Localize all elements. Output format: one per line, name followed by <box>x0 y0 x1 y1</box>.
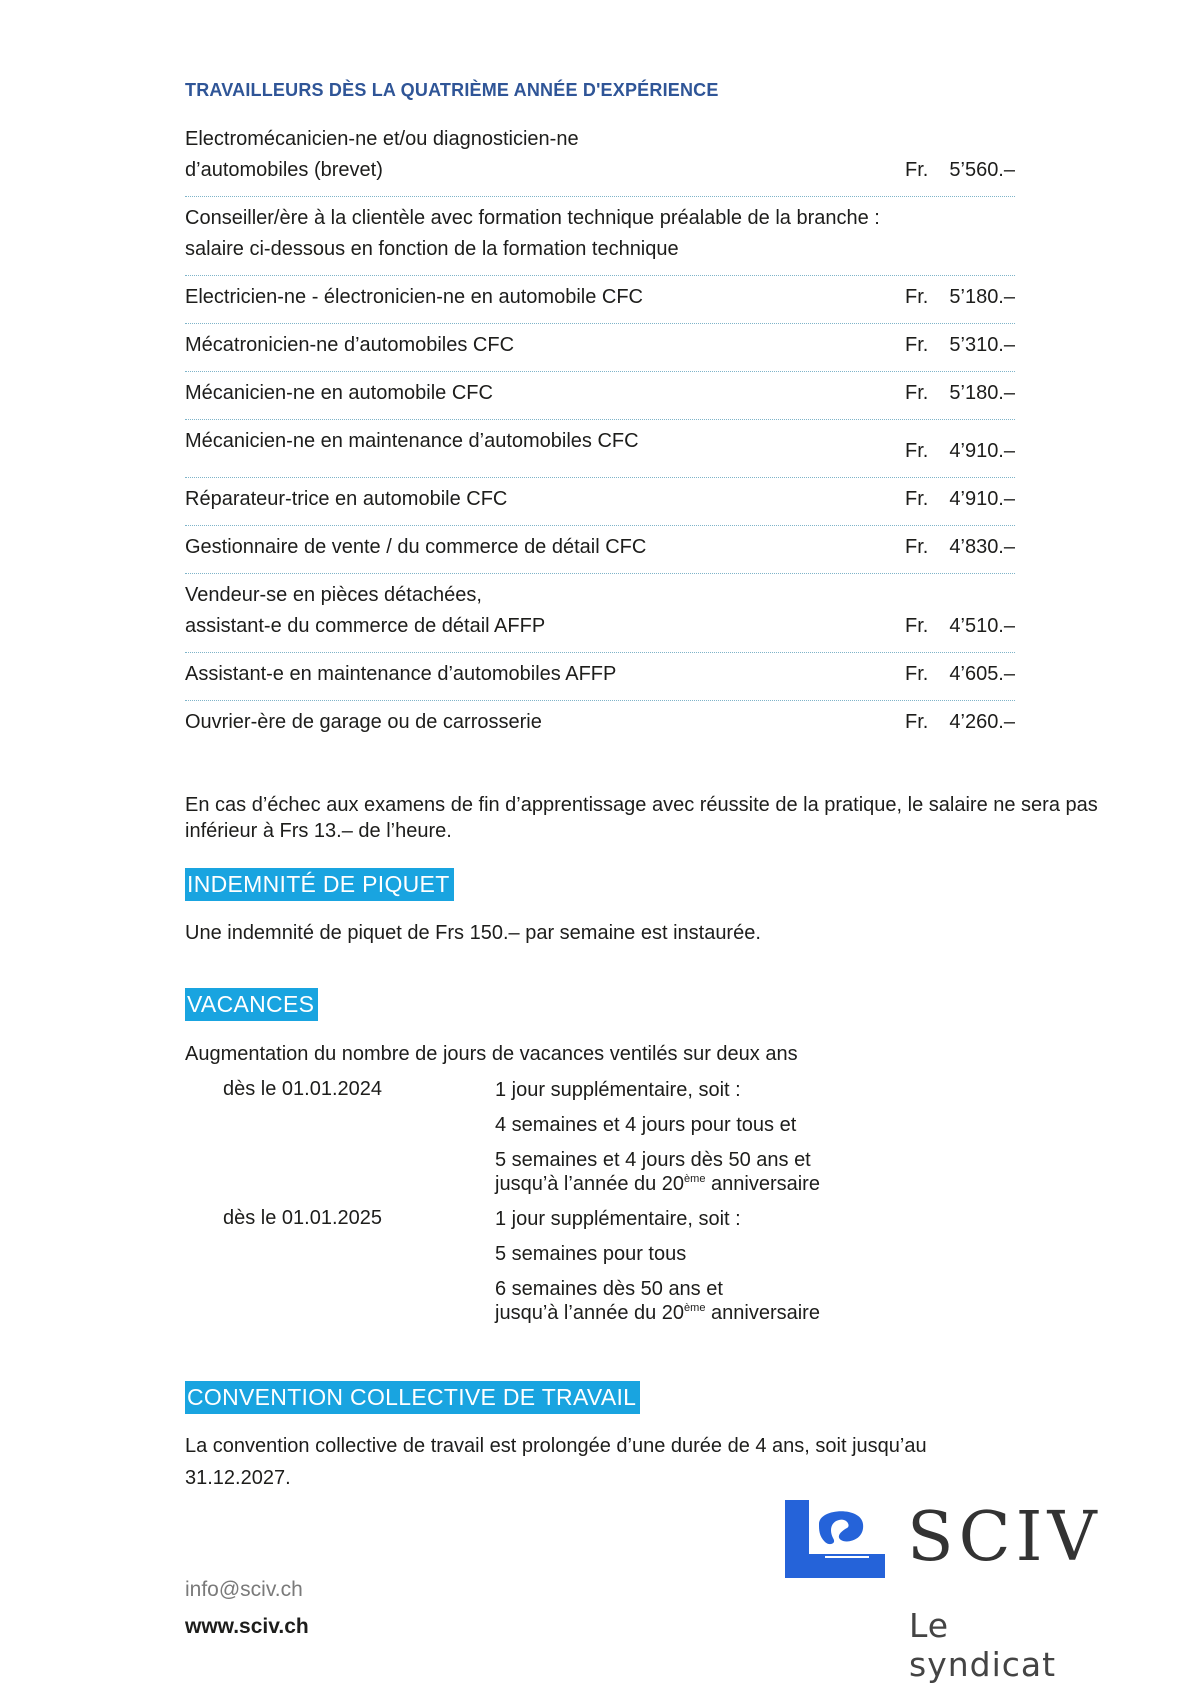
salary-label: Vendeur-se en pièces détachées, assistant-e du commerce de détail AFFP <box>185 584 546 637</box>
piquet-text: Une indemnité de piquet de Frs 150.– par semaine est instaurée. <box>185 922 761 944</box>
piquet-section-title: INDEMNITÉ DE PIQUET <box>185 868 454 901</box>
salary-label: Gestionnaire de vente / du commerce de détail CFC <box>185 536 647 558</box>
salary-table <box>185 118 1015 748</box>
salary-amount: Fr. 4’260.– <box>905 711 1015 733</box>
salary-label: Réparateur-trice en automobile CFC <box>185 488 508 510</box>
cct-text: La convention collective de travail est prolongée d’une durée de 4 ans, soit jusqu’au 31.12.2027. <box>185 1435 927 1489</box>
failure-note: En cas d’échec aux examens de fin d’apprentissage avec réussite de la pratique, le salaire ne sera pas inférieur à Frs 13.– de l’heure. <box>185 794 1098 842</box>
salary-amount: Fr. 4’605.– <box>905 663 1015 685</box>
vacances-line: 4 semaines et 4 jours pour tous et <box>495 1114 797 1136</box>
vacances-section-title: VACANCES <box>185 988 318 1021</box>
cct-section-title: CONVENTION COLLECTIVE DE TRAVAIL <box>185 1381 640 1414</box>
salary-amount: Fr. 5’310.– <box>905 334 1015 356</box>
salary-label: Conseiller/ère à la clientèle avec formation technique préalable de la branche : salaire ci-dessous en fonction de la formation technique <box>185 207 880 260</box>
salary-label: Electricien-ne - électronicien-ne en automobile CFC <box>185 286 643 308</box>
logo-tagline: Le syndicat <box>909 1606 1057 1684</box>
salary-label: Electromécanicien-ne et/ou diagnosticien-ne d’automobiles (brevet) <box>185 128 579 181</box>
salary-label: Assistant-e en maintenance d’automobiles AFFP <box>185 663 617 685</box>
salary-amount: Fr. 4’910.– <box>905 440 1015 462</box>
salary-row <box>185 701 1015 748</box>
salary-row <box>185 574 1015 653</box>
contact-email[interactable]: info@sciv.ch <box>185 1578 303 1601</box>
salary-row <box>185 478 1015 526</box>
vacances-intro: Augmentation du nombre de jours de vacances ventilés sur deux ans <box>185 1043 798 1065</box>
salary-amount: Fr. 5’180.– <box>905 382 1015 404</box>
vacances-entry <box>185 1207 985 1325</box>
salary-row <box>185 197 1015 276</box>
sciv-logo <box>785 1498 1105 1684</box>
vacances-date: dès le 01.01.2025 <box>223 1207 383 1229</box>
vacances-line: 1 jour supplémentaire, soit : <box>495 1208 741 1230</box>
salary-row <box>185 372 1015 420</box>
vacances-line: 5 semaines pour tous <box>495 1243 687 1265</box>
salary-amount: Fr. 4’910.– <box>905 488 1015 510</box>
vacances-entry <box>185 1078 985 1196</box>
salary-row <box>185 276 1015 324</box>
salary-amount: Fr. 4’510.– <box>905 615 1015 637</box>
vacances-line: 6 semaines dès 50 ans et jusqu’à l’année du 20ème anniversaire <box>495 1278 820 1324</box>
vacances-line: 1 jour supplémentaire, soit : <box>495 1079 741 1101</box>
salary-label: Ouvrier-ère de garage ou de carrosserie <box>185 711 542 733</box>
sciv-logo-mark-icon <box>785 1500 885 1578</box>
salary-row <box>185 324 1015 372</box>
salary-amount: Fr. 5’560.– <box>905 159 1015 181</box>
salary-amount: Fr. 5’180.– <box>905 286 1015 308</box>
logo-name: SCIV <box>907 1498 1102 1577</box>
salary-label: Mécanicien-ne en automobile CFC <box>185 382 493 404</box>
salary-label: Mécanicien-ne en maintenance d’automobiles CFC <box>185 430 639 452</box>
vacances-schedule <box>185 1078 985 1336</box>
salary-label: Mécatronicien-ne d’automobiles CFC <box>185 334 515 356</box>
vacances-line: 5 semaines et 4 jours dès 50 ans et jusqu’à l’année du 20ème anniversaire <box>495 1149 820 1195</box>
salary-row <box>185 118 1015 197</box>
salary-row <box>185 420 1015 478</box>
vacances-date: dès le 01.01.2024 <box>223 1078 383 1100</box>
salary-amount: Fr. 4’830.– <box>905 536 1015 558</box>
experience-subheading: TRAVAILLEURS DÈS LA QUATRIÈME ANNÉE D'EXPÉRIENCE <box>185 80 719 100</box>
contact-website[interactable]: www.sciv.ch <box>185 1615 309 1638</box>
salary-row <box>185 526 1015 574</box>
salary-row <box>185 653 1015 701</box>
